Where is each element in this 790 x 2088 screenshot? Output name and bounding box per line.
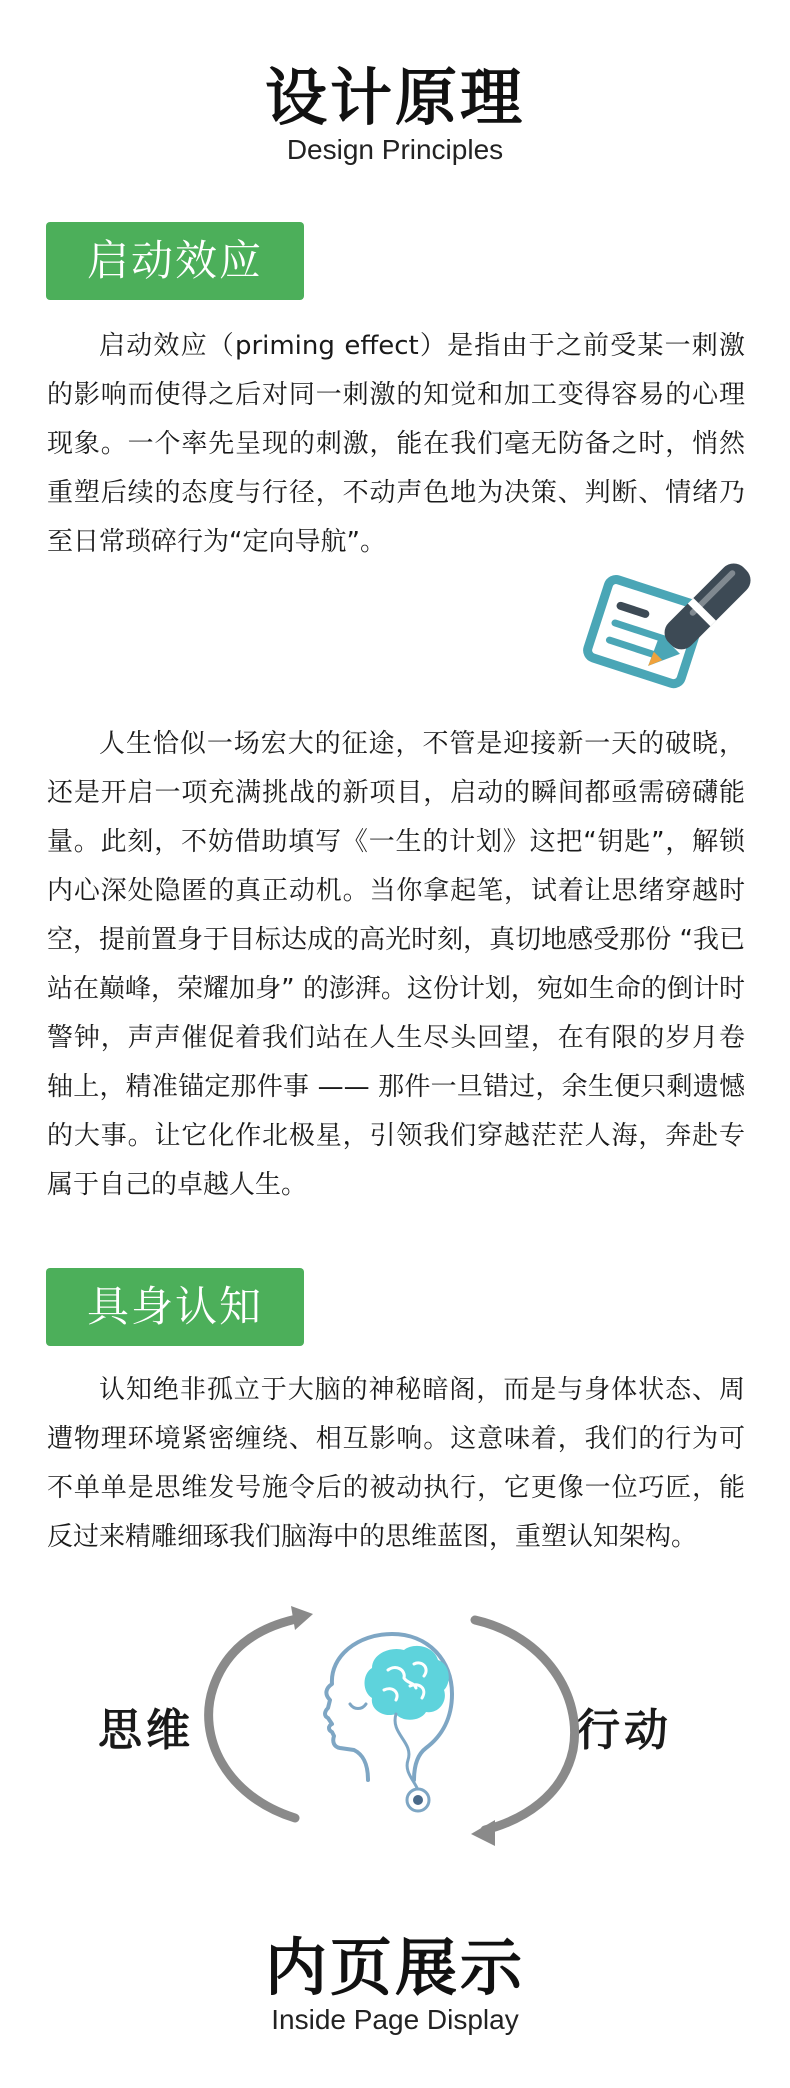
footer-title: 内页展示 [264,1931,525,2004]
head-brain-icon [310,1630,470,1830]
section-tag-embodied-cognition: 具身认知 [46,1268,304,1346]
label-thinking: 思维 [98,1705,194,1756]
embodied-cognition-paragraph: 认知绝非孤立于大脑的神秘暗阁，而是与身体状态、周遭物理环境紧密缠绕、相互影响。这意味着，我们的行为可不单单是思维发号施令后的被动执行，它更像一位巧匠，能反过来精雕细琢我们脑海中的思维蓝图，重塑认知架构。 [47,1375,745,1552]
page-subtitle: Design Principles [286,134,504,165]
life-plan-paragraph: 人生恰似一场宏大的征途，不管是迎接新一天的破晓，还是开启一项充满挑战的新项目，启动的瞬间都亟需磅礴能量。此刻，不妨借助填写《一生的计划》这把“钥匙”，解锁内心深处隐匿的真正动机。当你拿起笔，试着让思绪穿越时空，提前置身于目标达成的高光时刻，真切地感受那份 “我已站在巅峰，荣耀加身” 的澎湃。这份计划，宛如生命的倒计时警钟，声声催促着我们站在人生尽头回望，在有限的岁月卷轴上，精准锚定那件事 —— 那件一旦错过，余生便只剩遗憾的大事。让它化作北极星，引领我们穿越茫茫人海，奔赴专属于自己的卓越人生。 [47,729,745,1200]
priming-definition-paragraph: 启动效应（priming effect）是指由于之前受某一刺激的影响而使得之后对同一刺激的知觉和加工变得容易的心理现象。一个率先呈现的刺激，能在我们毫无防备之时，悄然重塑后续的态度与行径，不动声色地为决策、判断、情绪乃至日常琐碎行为“定向导航”。 [47,331,745,557]
footer-subtitle: Inside Page Display [271,2004,519,2035]
label-action: 行动 [576,1705,672,1756]
page-title: 设计原理 [264,61,525,134]
document-pen-icon [572,552,752,702]
section-tag-priming: 启动效应 [46,222,304,300]
